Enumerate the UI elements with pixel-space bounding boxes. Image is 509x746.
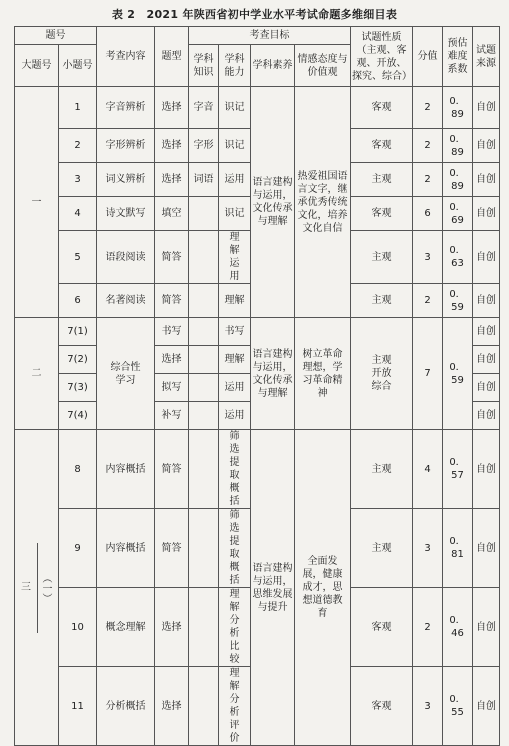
knowledge-cell bbox=[189, 509, 219, 588]
knowledge-cell bbox=[189, 402, 219, 430]
source-cell: 自创 bbox=[473, 87, 500, 129]
attitude-cell-2: 树立革命理想，学习革命精神 bbox=[295, 318, 351, 430]
ability-cell: 识记 bbox=[219, 197, 251, 231]
knowledge-cell: 字音 bbox=[189, 87, 219, 129]
knowledge-cell bbox=[189, 318, 219, 346]
small-no: 9 bbox=[59, 509, 97, 588]
big-no-1: 一 bbox=[15, 87, 59, 318]
difficulty-cell: 0．46 bbox=[443, 588, 473, 667]
ability-cell: 运用 bbox=[219, 402, 251, 430]
knowledge-cell bbox=[189, 197, 219, 231]
nature-cell: 客观 bbox=[351, 588, 413, 667]
difficulty-cell: 0．63 bbox=[443, 231, 473, 284]
source-cell: 自创 bbox=[473, 129, 500, 163]
table-row bbox=[15, 430, 500, 509]
table-title: 表 2 2021 年陕西省初中学业水平考试命题多维细目表 bbox=[111, 8, 398, 21]
source-cell: 自创 bbox=[473, 402, 500, 430]
content-cell: 语段阅读 bbox=[97, 231, 155, 284]
type-cell: 书写 bbox=[155, 318, 189, 346]
score-cell: 2 bbox=[413, 163, 443, 197]
difficulty-cell: 0．89 bbox=[443, 129, 473, 163]
difficulty-cell: 0．55 bbox=[443, 667, 473, 746]
small-no: 6 bbox=[59, 284, 97, 318]
difficulty-cell: 0．69 bbox=[443, 197, 473, 231]
source-cell: 自创 bbox=[473, 509, 500, 588]
ability-cell: 理解运用 bbox=[219, 231, 251, 284]
difficulty-cell: 0．57 bbox=[443, 430, 473, 509]
header-type: 题型 bbox=[155, 27, 189, 87]
header-difficulty: 预估难度系数 bbox=[443, 27, 473, 87]
knowledge-cell bbox=[189, 667, 219, 746]
nature-cell: 客观 bbox=[351, 197, 413, 231]
knowledge-cell bbox=[189, 588, 219, 667]
attitude-cell-3: 全面发展，健康成才，思想道德教育 bbox=[295, 430, 351, 746]
nature-cell: 主观 bbox=[351, 430, 413, 509]
score-cell: 6 bbox=[413, 197, 443, 231]
header-literacy: 学科素养 bbox=[251, 45, 295, 87]
header-big-no: 大题号 bbox=[15, 45, 59, 87]
content-cell: 诗文默写 bbox=[97, 197, 155, 231]
source-cell: 自创 bbox=[473, 231, 500, 284]
source-cell: 自创 bbox=[473, 284, 500, 318]
nature-cell: 主观 bbox=[351, 231, 413, 284]
header-small-no: 小题号 bbox=[59, 45, 97, 87]
knowledge-cell: 词语 bbox=[189, 163, 219, 197]
content-cell: 内容概括 bbox=[97, 509, 155, 588]
ability-cell: 理解 bbox=[219, 346, 251, 374]
nature-cell: 客观 bbox=[351, 87, 413, 129]
ability-cell: 识记 bbox=[219, 129, 251, 163]
nature-cell: 主观 bbox=[351, 284, 413, 318]
small-no: 7(3) bbox=[59, 374, 97, 402]
ability-cell: 筛选提取概括 bbox=[219, 430, 251, 509]
type-cell: 拟写 bbox=[155, 374, 189, 402]
ability-cell: 理解分析比较 bbox=[219, 588, 251, 667]
header-score: 分值 bbox=[413, 27, 443, 87]
nature-cell: 主观 bbox=[351, 509, 413, 588]
small-no: 2 bbox=[59, 129, 97, 163]
sub-section-label: （一） bbox=[37, 543, 52, 633]
score-cell-2: 7 bbox=[413, 318, 443, 430]
header-question-no: 题号 bbox=[15, 27, 97, 45]
score-cell: 2 bbox=[413, 588, 443, 667]
source-cell: 自创 bbox=[473, 667, 500, 746]
type-cell: 简答 bbox=[155, 284, 189, 318]
score-cell: 3 bbox=[413, 509, 443, 588]
score-cell: 4 bbox=[413, 430, 443, 509]
header-knowledge: 学科知识 bbox=[189, 45, 219, 87]
knowledge-cell bbox=[189, 430, 219, 509]
score-cell: 3 bbox=[413, 667, 443, 746]
difficulty-cell-2: 0．59 bbox=[443, 318, 473, 430]
header-ability: 学科能力 bbox=[219, 45, 251, 87]
type-cell: 简答 bbox=[155, 430, 189, 509]
small-no: 11 bbox=[59, 667, 97, 746]
type-cell: 选择 bbox=[155, 87, 189, 129]
ability-cell: 理解 bbox=[219, 284, 251, 318]
source-cell: 自创 bbox=[473, 163, 500, 197]
small-no: 1 bbox=[59, 87, 97, 129]
table-row bbox=[15, 87, 500, 129]
difficulty-cell: 0．81 bbox=[443, 509, 473, 588]
knowledge-cell bbox=[189, 346, 219, 374]
content-cell: 字音辨析 bbox=[97, 87, 155, 129]
ability-cell: 识记 bbox=[219, 87, 251, 129]
content-cell: 内容概括 bbox=[97, 430, 155, 509]
content-cell: 词义辨析 bbox=[97, 163, 155, 197]
small-no: 7(1) bbox=[59, 318, 97, 346]
difficulty-cell: 0．89 bbox=[443, 87, 473, 129]
source-cell: 自创 bbox=[473, 430, 500, 509]
score-cell: 2 bbox=[413, 129, 443, 163]
big-no-3 bbox=[15, 430, 59, 746]
nature-cell-2: 主观开放综合 bbox=[351, 318, 413, 430]
source-cell: 自创 bbox=[473, 318, 500, 346]
type-cell: 填空 bbox=[155, 197, 189, 231]
type-cell: 选择 bbox=[155, 667, 189, 746]
source-cell: 自创 bbox=[473, 346, 500, 374]
header-attitude: 情感态度与价值观 bbox=[295, 45, 351, 87]
score-cell: 2 bbox=[413, 284, 443, 318]
big-no-2: 二 bbox=[15, 318, 59, 430]
small-no: 10 bbox=[59, 588, 97, 667]
ability-cell: 运用 bbox=[219, 374, 251, 402]
small-no: 3 bbox=[59, 163, 97, 197]
ability-cell: 运用 bbox=[219, 163, 251, 197]
knowledge-cell bbox=[189, 284, 219, 318]
type-cell: 选择 bbox=[155, 346, 189, 374]
knowledge-cell bbox=[189, 374, 219, 402]
header-nature: 试题性质（主观、客观、开放、探究、综合） bbox=[351, 27, 413, 87]
attitude-cell-1: 热爱祖国语言文字，继承优秀传统文化，培养文化自信 bbox=[295, 87, 351, 318]
small-no: 7(2) bbox=[59, 346, 97, 374]
literacy-cell-1: 语言建构与运用，文化传承与理解 bbox=[251, 87, 295, 318]
big-no-3-label: 三 bbox=[21, 582, 31, 593]
source-cell: 自创 bbox=[473, 197, 500, 231]
header-content: 考查内容 bbox=[97, 27, 155, 87]
knowledge-cell bbox=[189, 231, 219, 284]
spec-table bbox=[14, 26, 500, 746]
type-cell: 选择 bbox=[155, 163, 189, 197]
nature-cell: 主观 bbox=[351, 163, 413, 197]
type-cell: 简答 bbox=[155, 231, 189, 284]
ability-cell: 书写 bbox=[219, 318, 251, 346]
small-no: 7(4) bbox=[59, 402, 97, 430]
ability-cell: 理解分析评价 bbox=[219, 667, 251, 746]
nature-cell: 客观 bbox=[351, 129, 413, 163]
content-cell: 概念理解 bbox=[97, 588, 155, 667]
score-cell: 2 bbox=[413, 87, 443, 129]
source-cell: 自创 bbox=[473, 374, 500, 402]
type-cell: 简答 bbox=[155, 509, 189, 588]
small-no: 8 bbox=[59, 430, 97, 509]
type-cell: 补写 bbox=[155, 402, 189, 430]
type-cell: 选择 bbox=[155, 588, 189, 667]
header-row-1 bbox=[15, 27, 500, 45]
small-no: 4 bbox=[59, 197, 97, 231]
knowledge-cell: 字形 bbox=[189, 129, 219, 163]
content-cell: 分析概括 bbox=[97, 667, 155, 746]
header-goal: 考查目标 bbox=[189, 27, 351, 45]
score-cell: 3 bbox=[413, 231, 443, 284]
content-cell-2: 综合性学习 bbox=[97, 318, 155, 430]
nature-cell: 客观 bbox=[351, 667, 413, 746]
content-cell: 名著阅读 bbox=[97, 284, 155, 318]
difficulty-cell: 0．89 bbox=[443, 163, 473, 197]
source-cell: 自创 bbox=[473, 588, 500, 667]
type-cell: 选择 bbox=[155, 129, 189, 163]
literacy-cell-2: 语言建构与运用，文化传承与理解 bbox=[251, 318, 295, 430]
small-no: 5 bbox=[59, 231, 97, 284]
table-row bbox=[15, 318, 500, 346]
literacy-cell-3: 语言建构与运用，思维发展与提升 bbox=[251, 430, 295, 746]
ability-cell: 筛选提取概括 bbox=[219, 509, 251, 588]
header-source: 试题来源 bbox=[473, 27, 500, 87]
difficulty-cell: 0．59 bbox=[443, 284, 473, 318]
content-cell: 字形辨析 bbox=[97, 129, 155, 163]
